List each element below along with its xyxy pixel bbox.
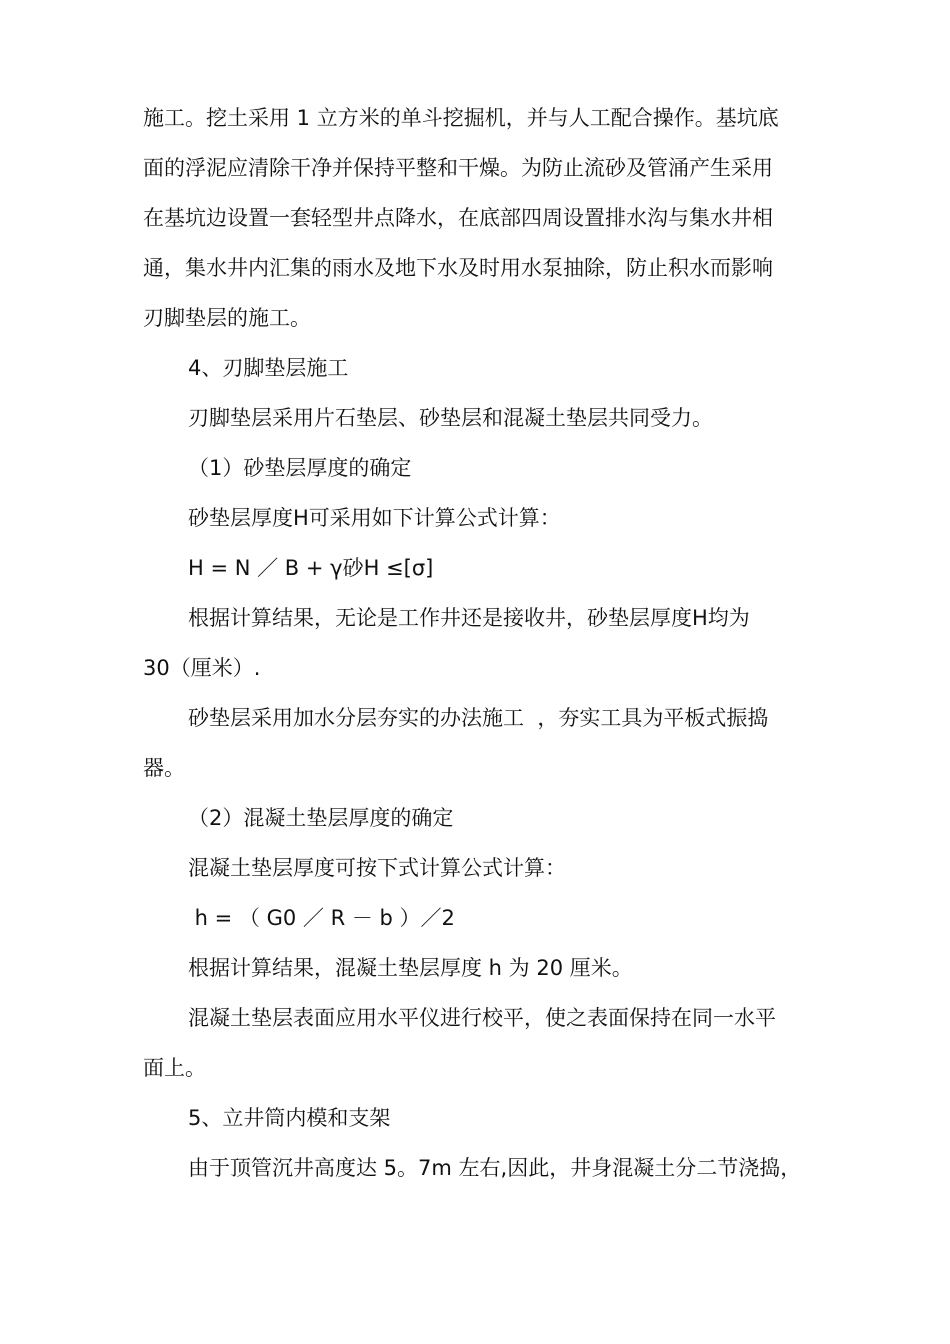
formula-line: H = N ／ B + γ砂H ≤[σ] [188,556,434,580]
paragraph-line: 器。 [143,756,185,780]
section-heading: 4、刃脚垫层施工 [188,356,349,380]
section-heading: 5、立井筒内模和支架 [188,1106,391,1130]
formula-line: h = （ G0 ／ R － b ）／2 [188,906,455,930]
subsection-heading: （1）砂垫层厚度的确定 [188,456,412,480]
paragraph-line: 刃脚垫层采用片石垫层、砂垫层和混凝土垫层共同受力。 [188,406,713,430]
paragraph-line: 在基坑边设置一套轻型井点降水，在底部四周设置排水沟与集水井相 [143,206,773,230]
paragraph-line: 30（厘米）. [143,656,261,680]
paragraph-line: 砂垫层厚度H可采用如下计算公式计算： [188,506,561,530]
paragraph-line: 由于顶管沉井高度达 5。7m 左右,因此，井身混凝土分二节浇捣， [188,1156,802,1180]
paragraph-line: 砂垫层采用加水分层夯实的办法施工 ，夯实工具为平板式振捣 [188,706,769,730]
paragraph-line: 通，集水井内汇集的雨水及地下水及时用水泵抽除，防止积水而影响 [143,256,773,280]
paragraph-line: 根据计算结果，无论是工作井还是接收井，砂垫层厚度H均为 [188,606,750,630]
paragraph-line: 混凝土垫层表面应用水平仪进行校平，使之表面保持在同一水平 [188,1006,776,1030]
paragraph-line: 根据计算结果，混凝土垫层厚度 h 为 20 厘米。 [188,956,633,980]
paragraph-line: 混凝土垫层厚度可按下式计算公式计算： [188,856,566,880]
paragraph-line: 面上。 [143,1056,206,1080]
paragraph-line: 刃脚垫层的施工。 [143,306,311,330]
paragraph-line: 施工。挖土采用 1 立方米的单斗挖掘机，并与人工配合操作。基坑底 [143,106,779,130]
subsection-heading: （2）混凝土垫层厚度的确定 [188,806,454,830]
paragraph-line: 面的浮泥应清除干净并保持平整和干燥。为防止流砂及管涌产生采用 [143,156,773,180]
